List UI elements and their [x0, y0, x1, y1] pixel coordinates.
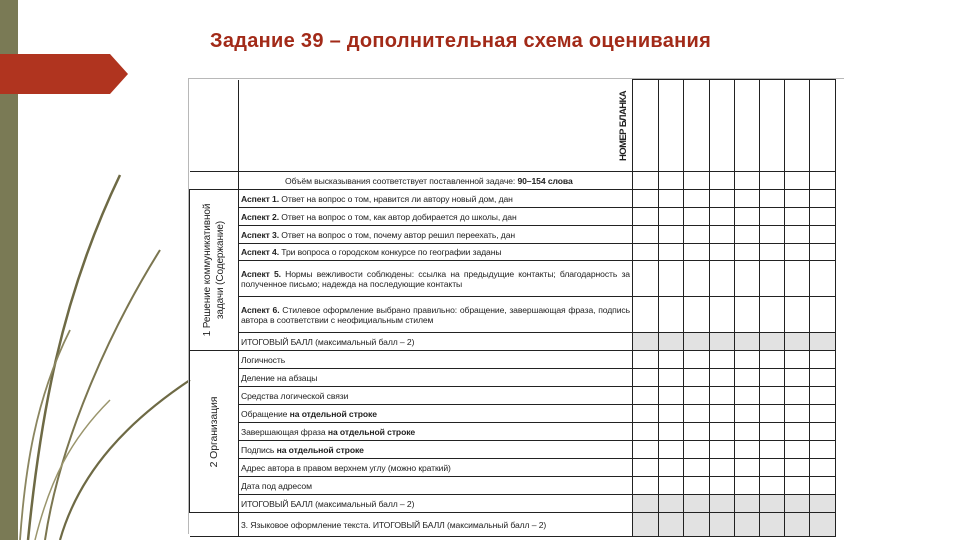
criterion-row: Деление на абзацы	[239, 369, 633, 387]
grid-cell[interactable]	[633, 387, 659, 405]
grid-cell[interactable]	[810, 459, 836, 477]
criterion-row: Дата под адресом	[239, 477, 633, 495]
grid-cell[interactable]	[710, 172, 735, 190]
grid-cell[interactable]	[684, 244, 710, 261]
grid-cell[interactable]	[785, 405, 810, 423]
grid-cell[interactable]	[785, 172, 810, 190]
grid-cell[interactable]	[735, 208, 760, 226]
grid-cell[interactable]	[810, 297, 836, 333]
grid-cell[interactable]	[633, 297, 659, 333]
grid-cell[interactable]	[810, 226, 836, 244]
grid-cell[interactable]	[785, 261, 810, 297]
grid-cell[interactable]	[760, 226, 785, 244]
aspect-row: Аспект 5. Нормы вежливости соблюдены: ссылка на предыдущие контакты; благодарность за полученное письмо; надежда на последующие контакты	[239, 261, 633, 297]
grid-cell[interactable]	[710, 495, 735, 513]
criterion-row: Подпись на отдельной строке	[239, 441, 633, 459]
grid-cell[interactable]	[760, 477, 785, 495]
grid-cell[interactable]	[735, 244, 760, 261]
grid-cell[interactable]	[684, 459, 710, 477]
grid-cell[interactable]	[710, 297, 735, 333]
grid-cell[interactable]	[659, 226, 684, 244]
grid-cell[interactable]	[760, 208, 785, 226]
grid-cell[interactable]	[659, 351, 684, 369]
grid-cell[interactable]	[785, 190, 810, 208]
grid-cell[interactable]	[785, 423, 810, 441]
grid-cell[interactable]	[659, 261, 684, 297]
grid-cell[interactable]	[633, 80, 659, 172]
grid-cell[interactable]	[710, 261, 735, 297]
grid-cell[interactable]	[710, 369, 735, 387]
grid-cell[interactable]	[710, 405, 735, 423]
grass-decoration	[0, 0, 200, 540]
grid-cell[interactable]	[710, 423, 735, 441]
grid-cell[interactable]	[810, 333, 836, 351]
grid-cell[interactable]	[659, 333, 684, 351]
grid-cell[interactable]	[633, 477, 659, 495]
grid-cell[interactable]	[659, 80, 684, 172]
grid-cell[interactable]	[760, 333, 785, 351]
grid-cell[interactable]	[684, 405, 710, 423]
grid-cell[interactable]	[710, 333, 735, 351]
grid-cell[interactable]	[710, 244, 735, 261]
grid-cell[interactable]	[684, 351, 710, 369]
aspect-row: Аспект 3. Ответ на вопрос о том, почему автор решил переехать, дан	[239, 226, 633, 244]
grid-cell[interactable]	[684, 172, 710, 190]
grid-cell[interactable]	[735, 351, 760, 369]
grid-cell[interactable]	[633, 369, 659, 387]
grid-cell[interactable]	[659, 459, 684, 477]
grid-cell[interactable]	[684, 423, 710, 441]
grid-cell[interactable]	[659, 405, 684, 423]
grid-cell[interactable]	[760, 459, 785, 477]
grid-cell[interactable]	[810, 190, 836, 208]
grid-cell[interactable]	[785, 477, 810, 495]
grid-cell[interactable]	[684, 226, 710, 244]
grid-cell[interactable]	[633, 333, 659, 351]
section2-total: ИТОГОВЫЙ БАЛЛ (максимальный балл – 2)	[239, 495, 633, 513]
corner-blank	[190, 80, 239, 172]
grid-cell[interactable]	[735, 405, 760, 423]
grid-cell[interactable]	[710, 441, 735, 459]
grid-cell[interactable]	[810, 495, 836, 513]
grid-cell[interactable]	[684, 513, 710, 537]
grid-cell[interactable]	[633, 405, 659, 423]
grid-cell[interactable]	[684, 80, 710, 172]
grid-cell[interactable]	[633, 190, 659, 208]
grid-cell[interactable]	[633, 441, 659, 459]
grid-cell[interactable]	[760, 495, 785, 513]
grid-cell[interactable]	[785, 369, 810, 387]
grid-cell[interactable]	[810, 244, 836, 261]
grid-cell[interactable]	[633, 351, 659, 369]
grid-cell[interactable]	[785, 459, 810, 477]
grid-cell[interactable]	[760, 405, 785, 423]
grid-cell[interactable]	[735, 423, 760, 441]
grid-cell[interactable]	[684, 495, 710, 513]
grid-cell[interactable]	[659, 190, 684, 208]
grid-cell[interactable]	[785, 333, 810, 351]
grid-cell[interactable]	[633, 244, 659, 261]
grid-cell[interactable]	[710, 351, 735, 369]
grid-cell[interactable]	[710, 208, 735, 226]
grid-cell[interactable]	[659, 495, 684, 513]
grid-cell[interactable]	[760, 351, 785, 369]
grid-cell[interactable]	[760, 297, 785, 333]
grid-cell[interactable]	[735, 387, 760, 405]
grid-cell[interactable]	[785, 208, 810, 226]
grid-cell[interactable]	[735, 495, 760, 513]
grid-cell[interactable]	[659, 387, 684, 405]
grid-cell[interactable]	[659, 208, 684, 226]
grid-cell[interactable]	[785, 513, 810, 537]
grid-cell[interactable]	[760, 387, 785, 405]
grid-cell[interactable]	[710, 387, 735, 405]
criterion-row: Адрес автора в правом верхнем углу (можно краткий)	[239, 459, 633, 477]
grid-cell[interactable]	[760, 244, 785, 261]
grid-cell[interactable]	[760, 261, 785, 297]
grid-cell[interactable]	[684, 297, 710, 333]
grid-cell[interactable]	[633, 459, 659, 477]
grid-cell[interactable]	[810, 80, 836, 172]
grid-cell[interactable]	[684, 261, 710, 297]
grid-cell[interactable]	[760, 369, 785, 387]
grid-cell[interactable]	[810, 405, 836, 423]
grid-cell[interactable]	[735, 459, 760, 477]
section2-label-cell	[190, 351, 239, 513]
grid-cell[interactable]	[810, 351, 836, 369]
grid-cell[interactable]	[659, 423, 684, 441]
grid-cell[interactable]	[659, 477, 684, 495]
aspect-row: Аспект 4. Три вопроса о городском конкурсе по географии заданы	[239, 244, 633, 261]
grid-cell[interactable]	[710, 190, 735, 208]
grid-cell[interactable]	[735, 297, 760, 333]
aspect-row: Аспект 6. Стилевое оформление выбрано правильно: обращение, завершающая фраза, подпись автора в соответствии с неофициальным стилем	[239, 297, 633, 333]
grid-cell[interactable]	[785, 226, 810, 244]
grid-cell[interactable]	[633, 208, 659, 226]
grid-cell[interactable]	[633, 261, 659, 297]
grid-cell[interactable]	[659, 297, 684, 333]
grid-cell[interactable]	[633, 513, 659, 537]
grid-cell[interactable]	[760, 423, 785, 441]
nomer-blanka-cell	[239, 80, 633, 172]
grid-cell[interactable]	[760, 513, 785, 537]
grid-cell[interactable]	[659, 172, 684, 190]
grid-cell[interactable]	[810, 369, 836, 387]
grid-cell[interactable]	[684, 477, 710, 495]
grid-cell[interactable]	[735, 172, 760, 190]
grid-cell[interactable]	[710, 226, 735, 244]
grid-cell[interactable]	[735, 226, 760, 244]
grid-cell[interactable]	[684, 190, 710, 208]
grid-cell[interactable]	[735, 261, 760, 297]
grid-cell[interactable]	[710, 513, 735, 537]
grid-cell[interactable]	[785, 387, 810, 405]
page-title: Задание 39 – дополнительная схема оценивания	[210, 30, 712, 52]
grid-cell[interactable]	[735, 333, 760, 351]
grid-cell[interactable]	[684, 369, 710, 387]
grid-cell[interactable]	[785, 495, 810, 513]
grid-cell[interactable]	[760, 80, 785, 172]
grid-cell[interactable]	[735, 513, 760, 537]
grid-cell[interactable]	[684, 387, 710, 405]
grid-cell[interactable]	[735, 477, 760, 495]
grid-cell[interactable]	[785, 244, 810, 261]
grid-cell[interactable]	[760, 441, 785, 459]
aspect-row: Аспект 1. Ответ на вопрос о том, нравится ли автору новый дом, дан	[239, 190, 633, 208]
grid-cell[interactable]	[633, 226, 659, 244]
grid-cell[interactable]	[810, 172, 836, 190]
grid-cell[interactable]	[810, 261, 836, 297]
criterion-row: Завершающая фраза на отдельной строке	[239, 423, 633, 441]
grid-cell[interactable]	[684, 333, 710, 351]
grid-cell[interactable]	[785, 297, 810, 333]
criterion-row: Обращение на отдельной строке	[239, 405, 633, 423]
grid-cell[interactable]	[735, 441, 760, 459]
grid-cell[interactable]	[633, 172, 659, 190]
grid-cell[interactable]	[810, 387, 836, 405]
volume-row: Объём высказывания соответствует поставленной задаче: 90–154 слова	[239, 172, 633, 190]
grid-cell[interactable]	[659, 244, 684, 261]
grid-cell[interactable]	[760, 190, 785, 208]
grid-cell[interactable]	[785, 351, 810, 369]
grid-cell[interactable]	[785, 80, 810, 172]
grid-cell[interactable]	[659, 369, 684, 387]
assessment-table	[189, 79, 836, 537]
criterion-row: Логичность	[239, 351, 633, 369]
aspect-row: Аспект 2. Ответ на вопрос о том, как автор добирается до школы, дан	[239, 208, 633, 226]
grid-cell[interactable]	[810, 513, 836, 537]
criterion-row: Средства логической связи	[239, 387, 633, 405]
grid-cell[interactable]	[735, 190, 760, 208]
grid-cell[interactable]	[735, 369, 760, 387]
grid-cell[interactable]	[810, 441, 836, 459]
nomer-blanka-label: НОМЕР БЛАНКА	[618, 90, 629, 161]
grid-cell[interactable]	[785, 441, 810, 459]
grid-cell[interactable]	[684, 208, 710, 226]
section3-total: 3. Языковое оформление текста. ИТОГОВЫЙ БАЛЛ (максимальный балл – 2)	[239, 513, 633, 537]
section2-label: 2 Организация	[208, 396, 220, 467]
grid-cell[interactable]	[810, 423, 836, 441]
grid-cell[interactable]	[760, 172, 785, 190]
grid-cell[interactable]	[659, 441, 684, 459]
grid-cell[interactable]	[810, 208, 836, 226]
grid-cell[interactable]	[633, 495, 659, 513]
grid-cell[interactable]	[710, 477, 735, 495]
section1-total: ИТОГОВЫЙ БАЛЛ (максимальный балл – 2)	[239, 333, 633, 351]
section1-label-cell	[190, 190, 239, 351]
grid-cell[interactable]	[710, 80, 735, 172]
grid-cell[interactable]	[659, 513, 684, 537]
grid-cell[interactable]	[710, 459, 735, 477]
grid-cell[interactable]	[684, 441, 710, 459]
grid-cell[interactable]	[735, 80, 760, 172]
grid-cell[interactable]	[810, 477, 836, 495]
section1-label: 1 Решение коммуникативной задачи (Содержание)	[202, 203, 226, 337]
grid-cell[interactable]	[633, 423, 659, 441]
